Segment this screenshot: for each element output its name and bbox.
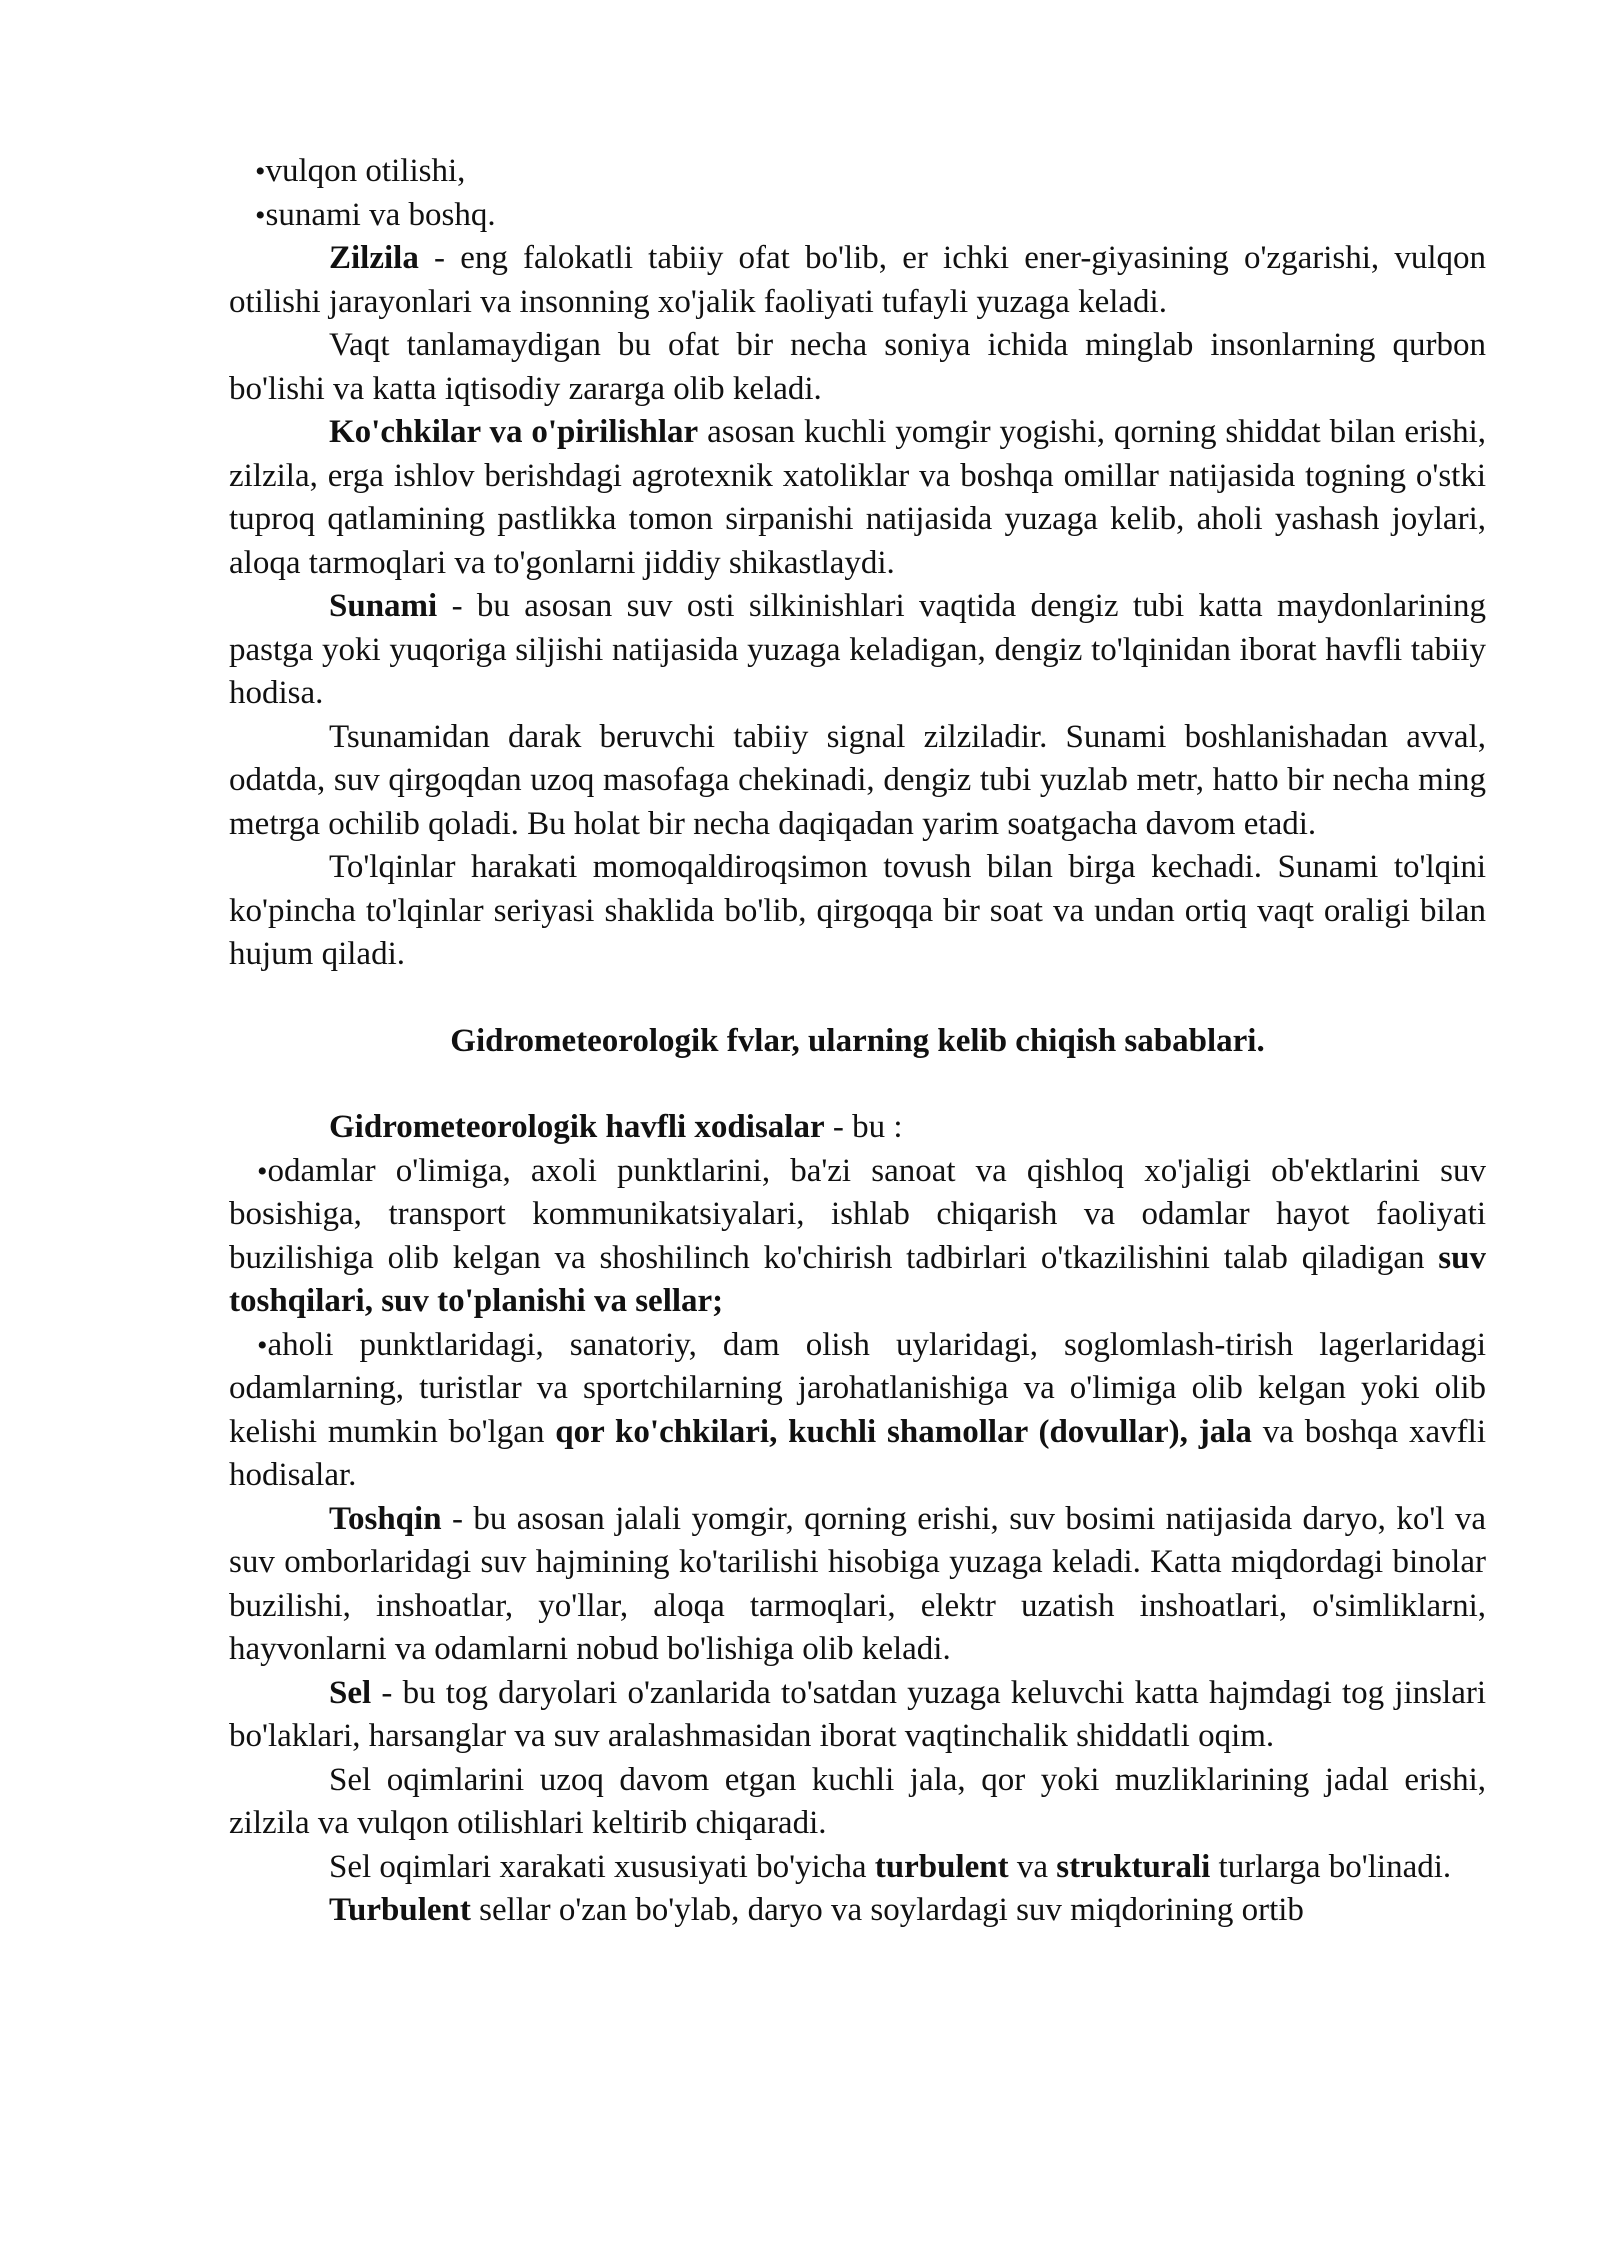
section-heading: Gidrometeorologik fvlar, ularning kelib chiqish sabablari.	[450, 1022, 1265, 1059]
paragraph-sel: Sel - bu tog daryolari o'zanlarida to'satdan yuzaga keluvchi katta hajmdagi tog jinslari bo'laklari, harsanglar va suv aralashmasidan iborat vaqtinchalik shiddatli oqim.	[229, 1674, 1486, 1754]
paragraph-gidrometeorologik: Gidrometeorologik havfli xodisalar - bu :	[329, 1109, 903, 1145]
paragraph-zilzila: Zilzila - eng falokatli tabiiy ofat bo'lib, er ichki ener-giyasining o'zgarishi, vulqon otilishi jarayonlari va insonning xo'jalik faoliyati tufayli yuzaga keladi.	[229, 240, 1486, 320]
paragraph: Vaqt tanlamaydigan bu ofat bir necha soniya ichida minglab insonlarning qurbon bo'lishi va katta iqtisodiy zararga olib keladi.	[229, 327, 1486, 407]
term: Ko'chkilar va o'pirilishlar	[329, 414, 699, 450]
bullet-icon: •	[255, 198, 266, 232]
bullet-icon: •	[255, 155, 266, 188]
term: Turbulent	[329, 1892, 471, 1928]
list-item: •sunami va boshq.	[255, 196, 496, 233]
paragraph: Tsunamidan darak beruvchi tabiiy signal zilziladir. Sunami boshlanishadan avval, odatda, suv qirgoqdan uzoq masofaga chekinadi, dengiz tubi yuzlab metr, hatto bir necha ming metrga ochilib qoladi. Bu holat bir necha daqiqadan yarim soatgacha davom etadi.	[229, 718, 1486, 842]
paragraph: To'lqinlar harakati momoqaldiroqsimon tovush bilan birga kechadi. Sunami to'lqini ko'pincha to'lqinlar seriyasi shaklida bo'lib, qirgoqqa bir soat va undan ortiq vaqt oraligi bilan hujum qiladi.	[229, 849, 1486, 972]
paragraph-sel-turlari: Sel oqimlari xarakati xususiyati bo'yicha turbulent va strukturali turlarga bo'linadi.	[329, 1848, 1452, 1885]
list-item: •vulqon otilishi,	[255, 153, 466, 189]
bullet-icon: •	[257, 1328, 268, 1362]
bullet-icon: •	[257, 1154, 268, 1188]
term: Sunami	[329, 588, 438, 624]
list-item: •aholi punktlaridagi, sanatoriy, dam olish uylaridagi, soglomlash-tirish lagerlaridagi odamlarning, turistlar va sportchilarning jarohatlanishiga va o'limiga olib kelgan yoki olib kelishi mumkin bo'lgan qor ko'chkilari, kuchli shamollar (dovullar), jala va boshqa xavfli hodisalar.	[229, 1326, 1487, 1493]
document-page	[229, 150, 1486, 1933]
term: Gidrometeorologik havfli xodisalar	[329, 1109, 825, 1145]
term: Toshqin	[329, 1500, 442, 1537]
paragraph-toshqin: Toshqin - bu asosan jalali yomgir, qorning erishi, suv bosimi natijasida daryo, ko'l va suv omborlaridagi suv hajmining ko'tarilishi hisobiga yuzaga keladi. Katta miqdordagi binolar buzilishi, inshoatlar, yo'llar, aloqa tarmoqlari, elektr uzatish inshoatlari, o'simliklarni, hayvonlarni va odamlarni nobud bo'lishiga olib keladi.	[229, 1500, 1486, 1667]
list-item: •odamlar o'limiga, axoli punktlarini, ba'zi sanoat va qishloq xo'jaligi ob'ektlarini suv bosishiga, transport kommunikatsiyalari, ishlab chiqarish va odamlar hayot faoliyati buzilishiga olib kelgan va shoshilinch ko'chirish tadbirlari o'tkazilishini talab qiladigan suv toshqilari, suv to'planishi va sellar;	[229, 1152, 1486, 1319]
term: Sel	[329, 1674, 372, 1711]
paragraph-kochkilar: Ko'chkilar va o'pirilishlar asosan kuchli yomgir yogishi, qorning shiddat bilan erishi, zilzila, erga ishlov berishdagi agrotexnik xatoliklar va boshqa omillar natijasida togning o'stki tuproq qatlamining pastlikka tomon sirpanishi natijasida yuzaga kelib, aholi yashash joylari, aloqa tarmoqlari va to'gonlarni jiddiy shikastlaydi.	[229, 414, 1486, 581]
paragraph: Sel oqimlarini uzoq davom etgan kuchli jala, qor yoki muzliklarining jadal erishi, zilzila va vulqon otilishlari keltirib chiqaradi.	[229, 1761, 1486, 1841]
paragraph-sunami: Sunami - bu asosan suv osti silkinishlari vaqtida dengiz tubi katta maydonlarining pastga yoki yuqoriga siljishi natijasida yuzaga keladigan, dengiz to'lqinidan iborat havfli tabiiy hodisa.	[229, 588, 1486, 711]
paragraph-turbulent: Turbulent sellar o'zan bo'ylab, daryo va soylardagi suv miqdorining ortib	[329, 1892, 1304, 1928]
term: Zilzila	[329, 240, 419, 276]
